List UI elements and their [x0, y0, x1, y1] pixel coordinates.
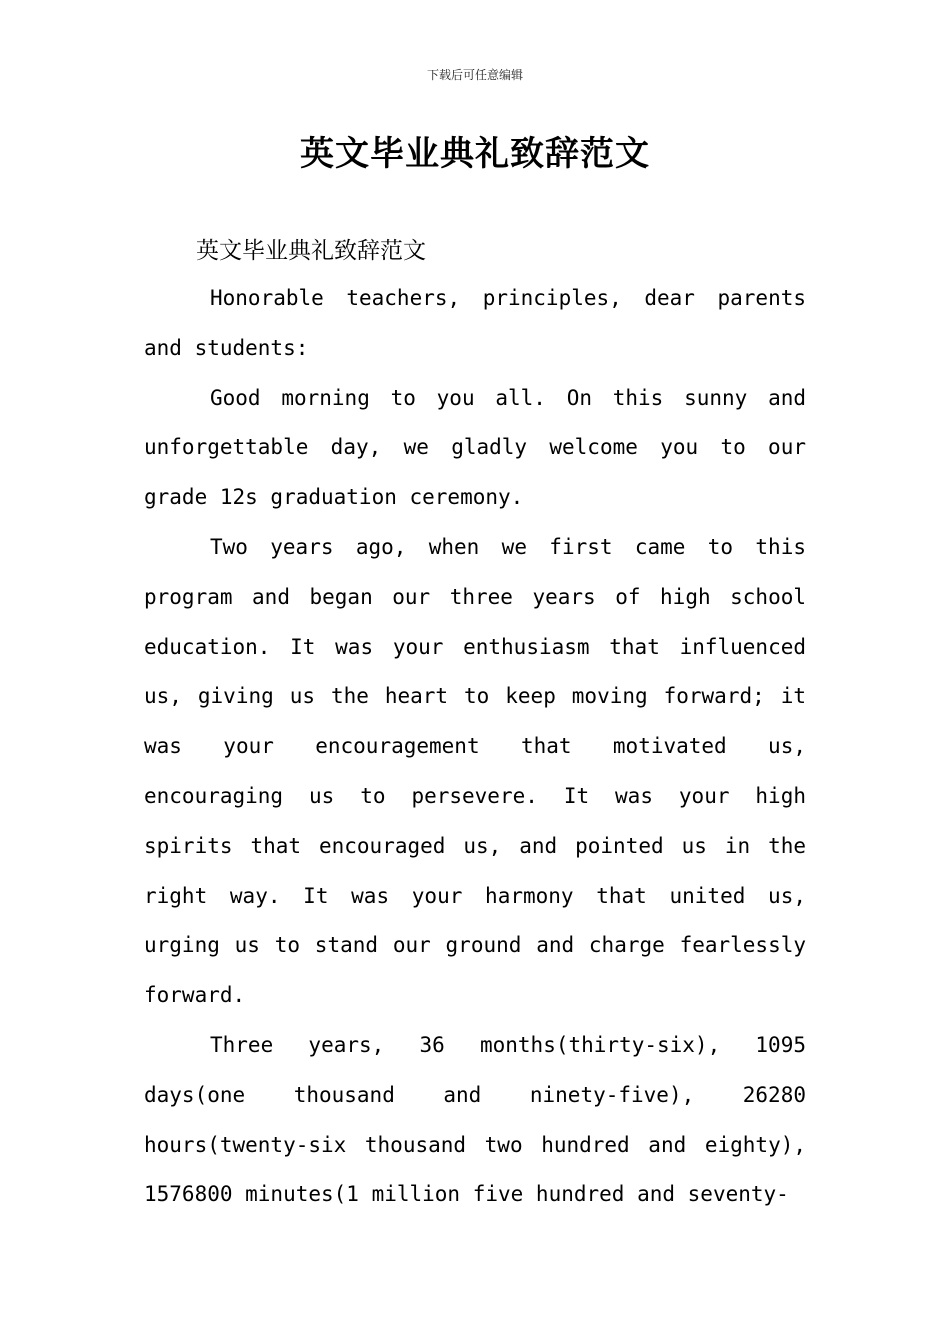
document-subtitle: 英文毕业典礼致辞范文: [196, 238, 426, 264]
paragraph-welcome: Good morning to you all. On this sunny and unforgettable day, we gladly welcome you to our grade 12s graduation ceremony.: [144, 385, 806, 510]
paragraph-three-years: Three years, 36 months(thirty-six), 1095 days(one thousand and ninety-five), 26280 hours(twenty-six thousand two hundred and eighty), 1576800 minutes(1 million five hundred and seventy-: [144, 1032, 806, 1207]
paragraph-memories: Two years ago, when we first came to this program and began our three years of high school education. It was your enthusiasm that influenced us, giving us the heart to keep moving forward; it was your encouragement that motivated us, encouraging us to persevere. It was your high spirits that encouraged us, and pointed us in the right way. It was your harmony that united us, urging us to stand our ground and charge fearlessly forward.: [144, 534, 806, 1008]
document-body: [144, 274, 806, 1220]
paragraph-greeting: Honorable teachers, principles, dear parents and students:: [144, 286, 806, 360]
header-note: 下载后可任意编辑: [426, 68, 523, 82]
document-title: 英文毕业典礼致辞范文: [300, 134, 650, 174]
